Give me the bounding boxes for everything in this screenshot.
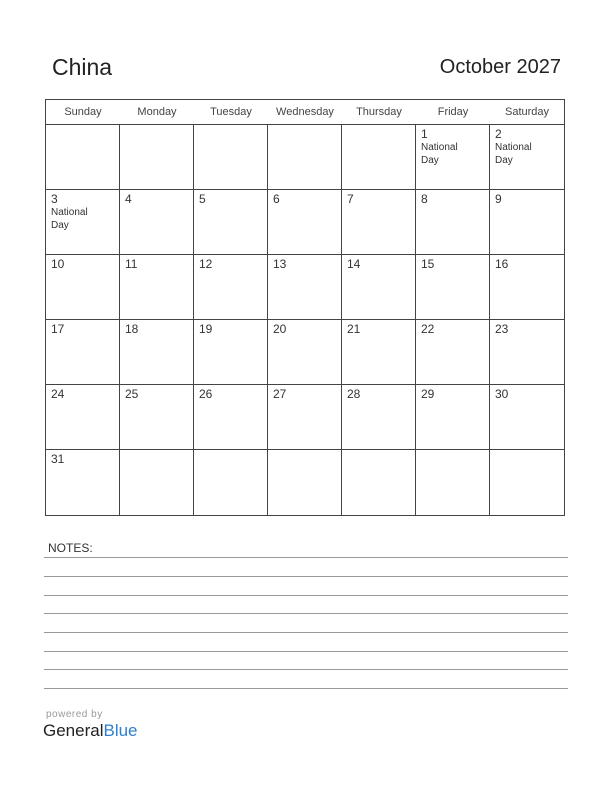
day-number: 6 bbox=[273, 192, 280, 206]
day-cell bbox=[268, 320, 342, 385]
day-number: 3 bbox=[51, 192, 58, 206]
day-cell bbox=[416, 190, 490, 255]
notes-line bbox=[44, 632, 568, 633]
day-cell bbox=[268, 255, 342, 320]
notes-line bbox=[44, 613, 568, 614]
notes-line bbox=[44, 595, 568, 596]
notes-line bbox=[44, 651, 568, 652]
weekday-header bbox=[46, 100, 564, 125]
day-cell bbox=[194, 385, 268, 450]
day-cell bbox=[490, 320, 564, 385]
day-cell bbox=[268, 125, 342, 190]
day-cell bbox=[416, 320, 490, 385]
day-cell bbox=[268, 190, 342, 255]
weekday-monday: Monday bbox=[137, 106, 177, 118]
day-number: 31 bbox=[51, 452, 65, 466]
day-cell bbox=[120, 450, 194, 515]
notes-line bbox=[44, 688, 568, 689]
day-cell bbox=[120, 320, 194, 385]
day-cell bbox=[46, 385, 120, 450]
day-cell bbox=[46, 190, 120, 255]
day-number: 25 bbox=[125, 387, 139, 401]
holiday-label: National Day bbox=[51, 207, 88, 231]
weekday-sunday: Sunday bbox=[64, 106, 102, 118]
day-number: 10 bbox=[51, 257, 65, 271]
day-cell bbox=[416, 125, 490, 190]
month-title: October 2027 bbox=[439, 56, 561, 78]
day-number: 1 bbox=[421, 127, 428, 141]
weekday-tuesday: Tuesday bbox=[210, 106, 252, 118]
calendar-grid bbox=[45, 99, 565, 516]
day-cell bbox=[416, 255, 490, 320]
day-number: 14 bbox=[347, 257, 361, 271]
day-cell bbox=[268, 385, 342, 450]
day-number: 28 bbox=[347, 387, 361, 401]
day-cell bbox=[120, 190, 194, 255]
day-cell bbox=[46, 255, 120, 320]
day-number: 17 bbox=[51, 322, 65, 336]
day-number: 16 bbox=[495, 257, 509, 271]
day-cell bbox=[46, 320, 120, 385]
day-cell bbox=[416, 385, 490, 450]
day-number: 11 bbox=[125, 257, 138, 271]
day-cell bbox=[416, 450, 490, 515]
day-number: 5 bbox=[199, 192, 206, 206]
notes-line bbox=[44, 669, 568, 670]
day-cell bbox=[490, 385, 564, 450]
weekday-friday: Friday bbox=[437, 106, 469, 118]
holiday-label: National Day bbox=[495, 142, 532, 166]
day-number: 26 bbox=[199, 387, 213, 401]
day-number: 20 bbox=[273, 322, 287, 336]
day-number: 13 bbox=[273, 257, 287, 271]
country-title: China bbox=[52, 54, 113, 80]
day-cell bbox=[342, 190, 416, 255]
day-cell bbox=[268, 450, 342, 515]
day-number: 29 bbox=[421, 387, 435, 401]
day-number: 23 bbox=[495, 322, 509, 336]
day-cell bbox=[342, 450, 416, 515]
day-cell bbox=[46, 450, 120, 515]
powered-by-text: powered by bbox=[46, 709, 103, 720]
day-number: 2 bbox=[495, 127, 502, 141]
day-cell bbox=[194, 255, 268, 320]
day-cell bbox=[46, 125, 120, 190]
weekday-saturday: Saturday bbox=[504, 106, 550, 118]
brand-logo[interactable] bbox=[43, 721, 138, 741]
day-cell bbox=[342, 385, 416, 450]
day-number: 24 bbox=[51, 387, 65, 401]
day-cell bbox=[120, 385, 194, 450]
weekday-wednesday: Wednesday bbox=[276, 106, 334, 118]
day-cell bbox=[490, 255, 564, 320]
day-number: 19 bbox=[199, 322, 213, 336]
day-cell bbox=[194, 450, 268, 515]
day-cell bbox=[194, 125, 268, 190]
weekday-thursday: Thursday bbox=[356, 106, 402, 118]
day-cell bbox=[490, 450, 564, 515]
day-cell bbox=[120, 255, 194, 320]
day-cell bbox=[342, 320, 416, 385]
day-number: 9 bbox=[495, 192, 502, 206]
day-number: 30 bbox=[495, 387, 509, 401]
day-cell bbox=[120, 125, 194, 190]
day-cell bbox=[194, 190, 268, 255]
day-number: 15 bbox=[421, 257, 435, 271]
brand-general: General bbox=[43, 721, 104, 740]
day-number: 8 bbox=[421, 192, 428, 206]
holiday-label: National Day bbox=[421, 142, 458, 166]
brand-blue: Blue bbox=[103, 721, 138, 740]
notes-line bbox=[44, 557, 568, 558]
day-cell bbox=[342, 125, 416, 190]
day-number: 12 bbox=[199, 257, 213, 271]
day-number: 22 bbox=[421, 322, 435, 336]
day-cell bbox=[194, 320, 268, 385]
notes-line bbox=[44, 576, 568, 577]
notes-label: NOTES: bbox=[48, 541, 93, 555]
day-number: 4 bbox=[125, 192, 132, 206]
day-number: 18 bbox=[125, 322, 139, 336]
day-number: 7 bbox=[347, 192, 354, 206]
day-cell bbox=[490, 190, 564, 255]
day-number: 21 bbox=[347, 322, 361, 336]
days-grid bbox=[46, 125, 564, 515]
day-cell bbox=[342, 255, 416, 320]
day-number: 27 bbox=[273, 387, 287, 401]
day-cell bbox=[490, 125, 564, 190]
